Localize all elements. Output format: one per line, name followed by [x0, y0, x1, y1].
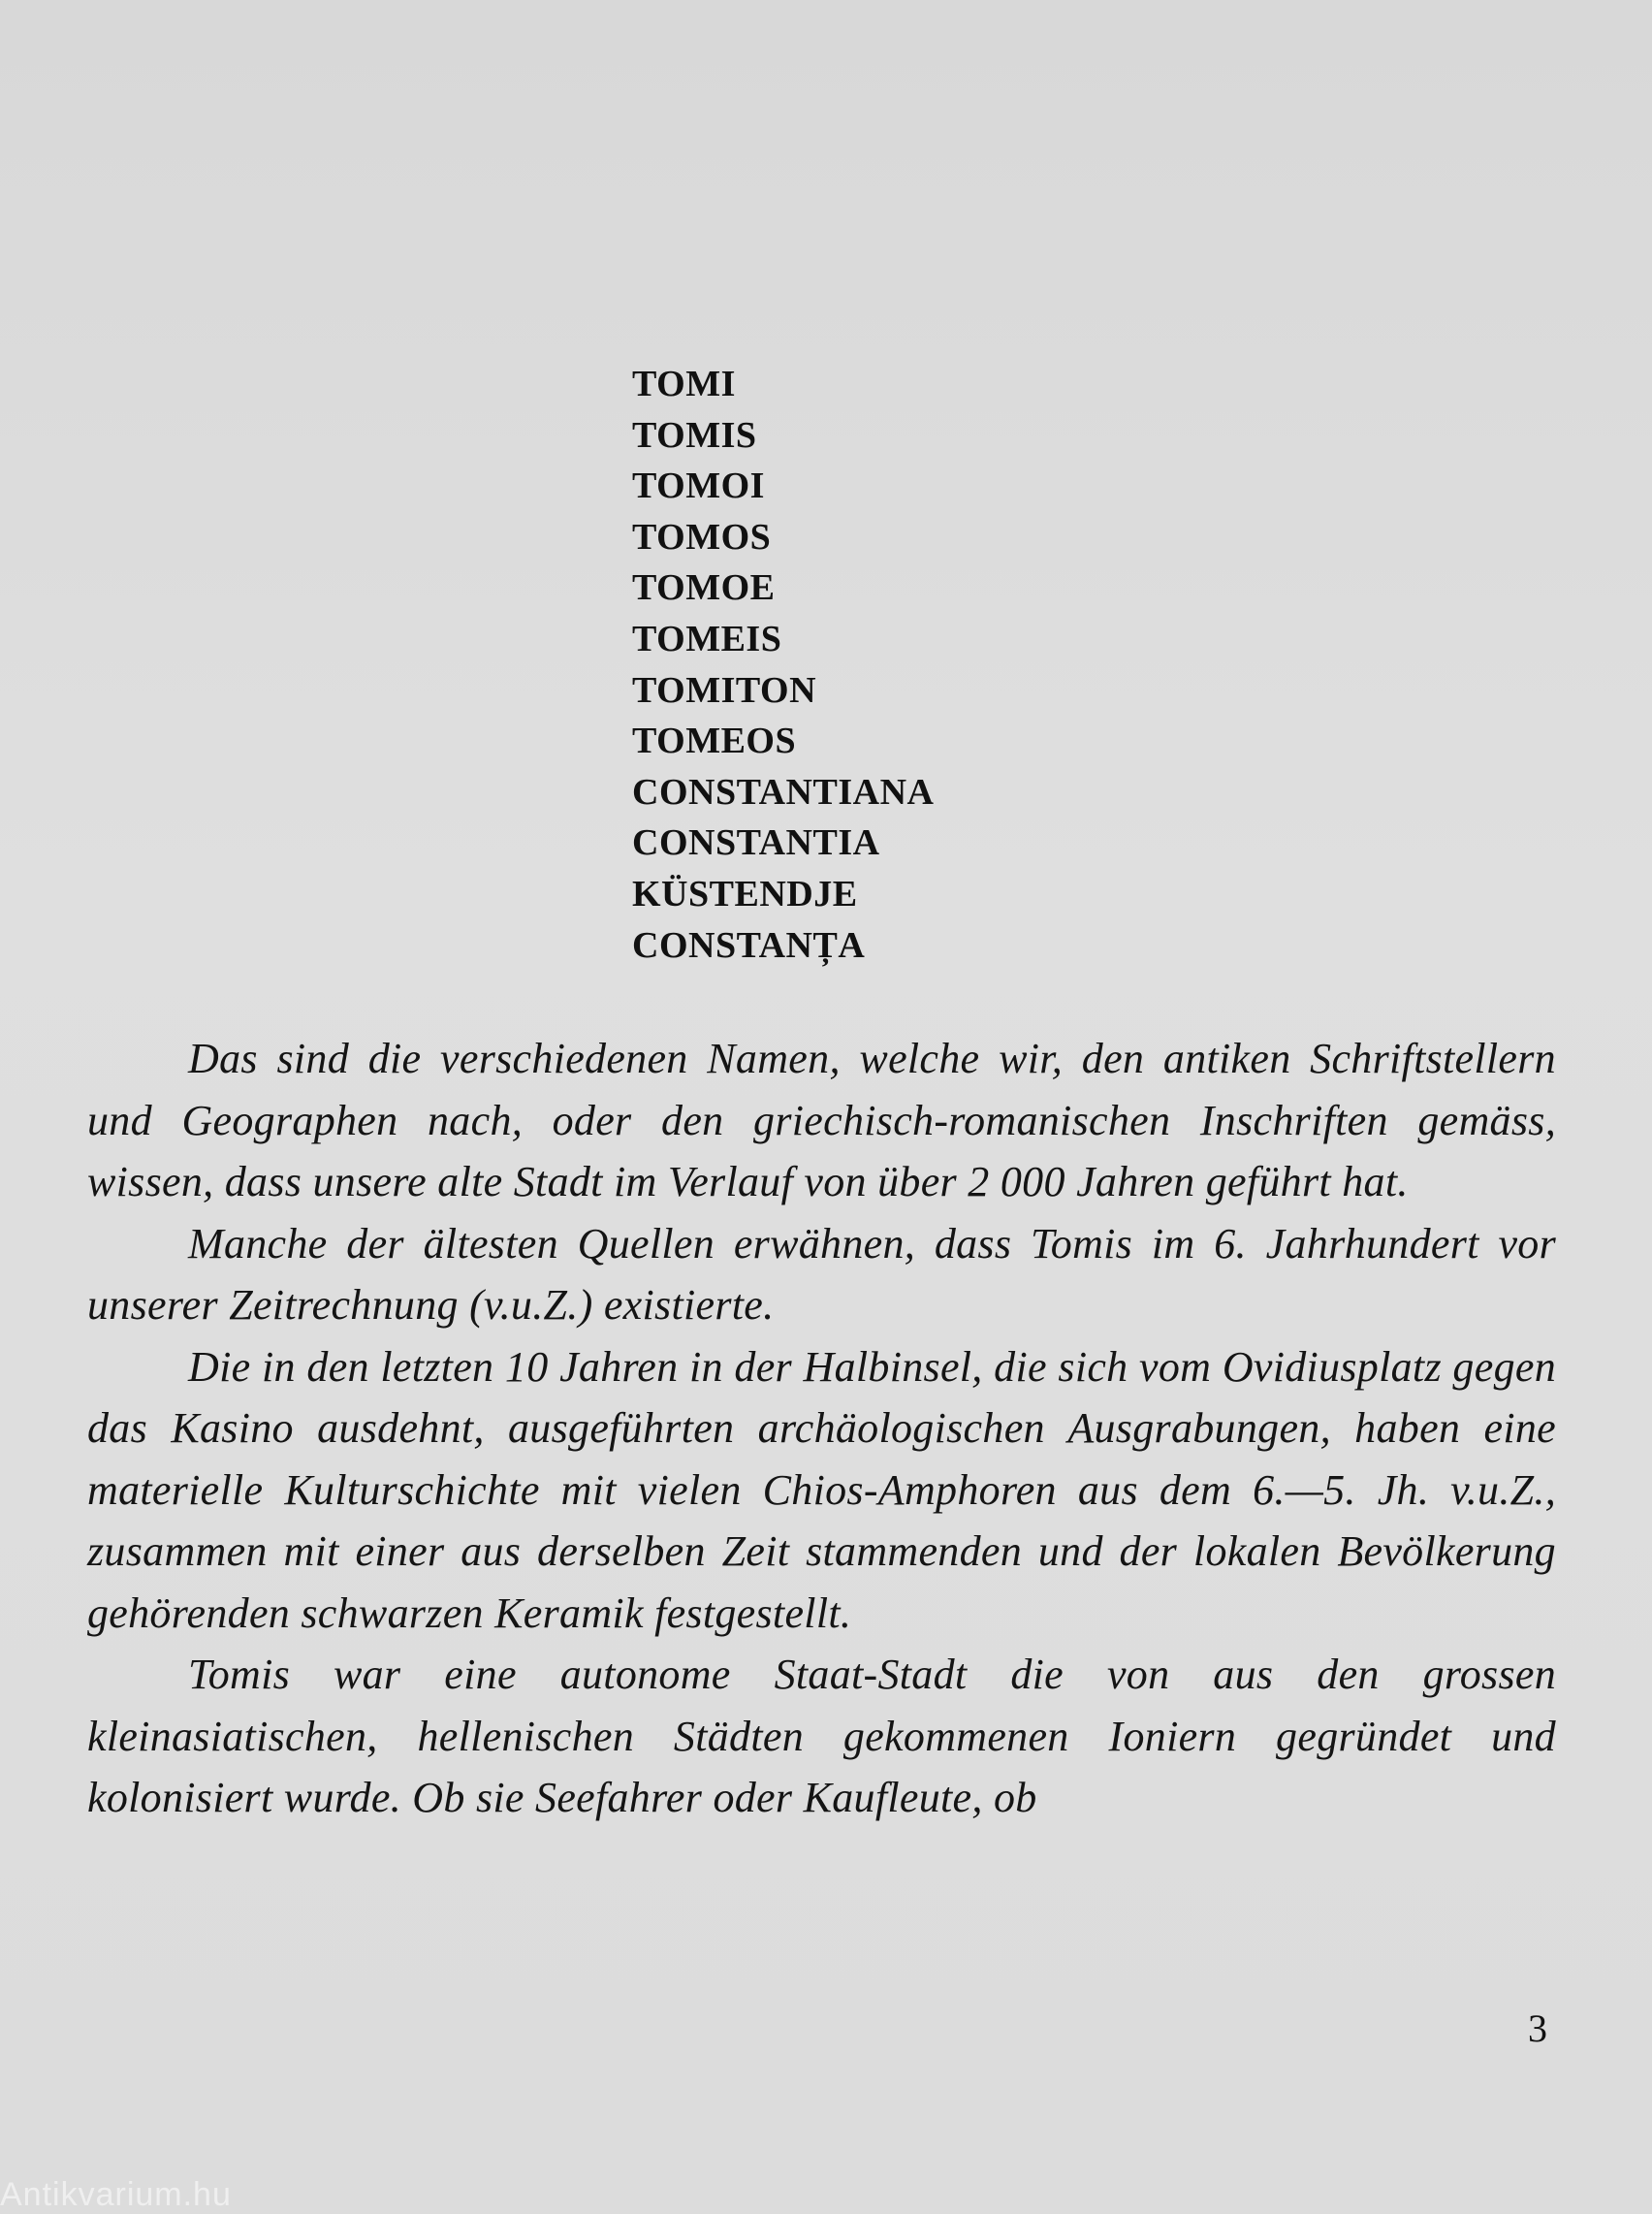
paragraph: Die in den letzten 10 Jahren in der Halbinsel, die sich vom Ovidiusplatz gegen das Kasino ausdehnt, ausgeführten archäologischen Ausgrabungen, haben eine materielle Kulturschichte mit vielen Chios-Amphoren aus dem 6.—5. Jh. v.u.Z., zusammen mit einer aus derselben Zeit stammenden und der lokalen Bevölkerung gehörenden schwarzen Keramik festgestellt. — [87, 1342, 1556, 1637]
city-name: TOMEIS — [632, 618, 782, 659]
body-text — [87, 1028, 1556, 1829]
city-name: TOMITON — [632, 669, 817, 711]
city-name: CONSTANȚA — [632, 924, 866, 966]
paragraph: Tomis war eine autonome Staat-Stadt die von aus den grossen kleinasiatischen, hellenischen Städten gekommenen Ioniern gegründet und kolonisiert wurde. Ob sie Seefahrer oder Kaufleute, ob — [87, 1651, 1556, 1821]
city-name: TOMOS — [632, 516, 772, 558]
city-name: TOMOE — [632, 567, 776, 609]
page-number: 3 — [1528, 2006, 1547, 2050]
watermark: Antikvarium.hu — [0, 2176, 232, 2213]
city-name: TOMI — [632, 364, 736, 404]
paragraph: Das sind die verschiedenen Namen, welche wir, den antiken Schriftstellern und Geographen nach, oder den griechisch-romanischen Inschriften gemäss, wissen, dass unsere alte Stadt im Verlauf von über 2 000 Jahren geführt hat. — [87, 1035, 1556, 1205]
city-name: TOMIS — [632, 414, 757, 456]
city-name: TOMOI — [632, 465, 765, 507]
city-name: TOMEOS — [632, 721, 797, 762]
city-name: CONSTANTIANA — [632, 771, 935, 813]
city-name: CONSTANTIA — [632, 822, 880, 864]
paragraph: Manche der ältesten Quellen erwähnen, dass Tomis im 6. Jahrhundert vor unserer Zeitrechnung (v.u.Z.) existierte. — [87, 1219, 1556, 1329]
city-names-list — [632, 359, 934, 971]
city-name: KÜSTENDJE — [632, 873, 858, 914]
